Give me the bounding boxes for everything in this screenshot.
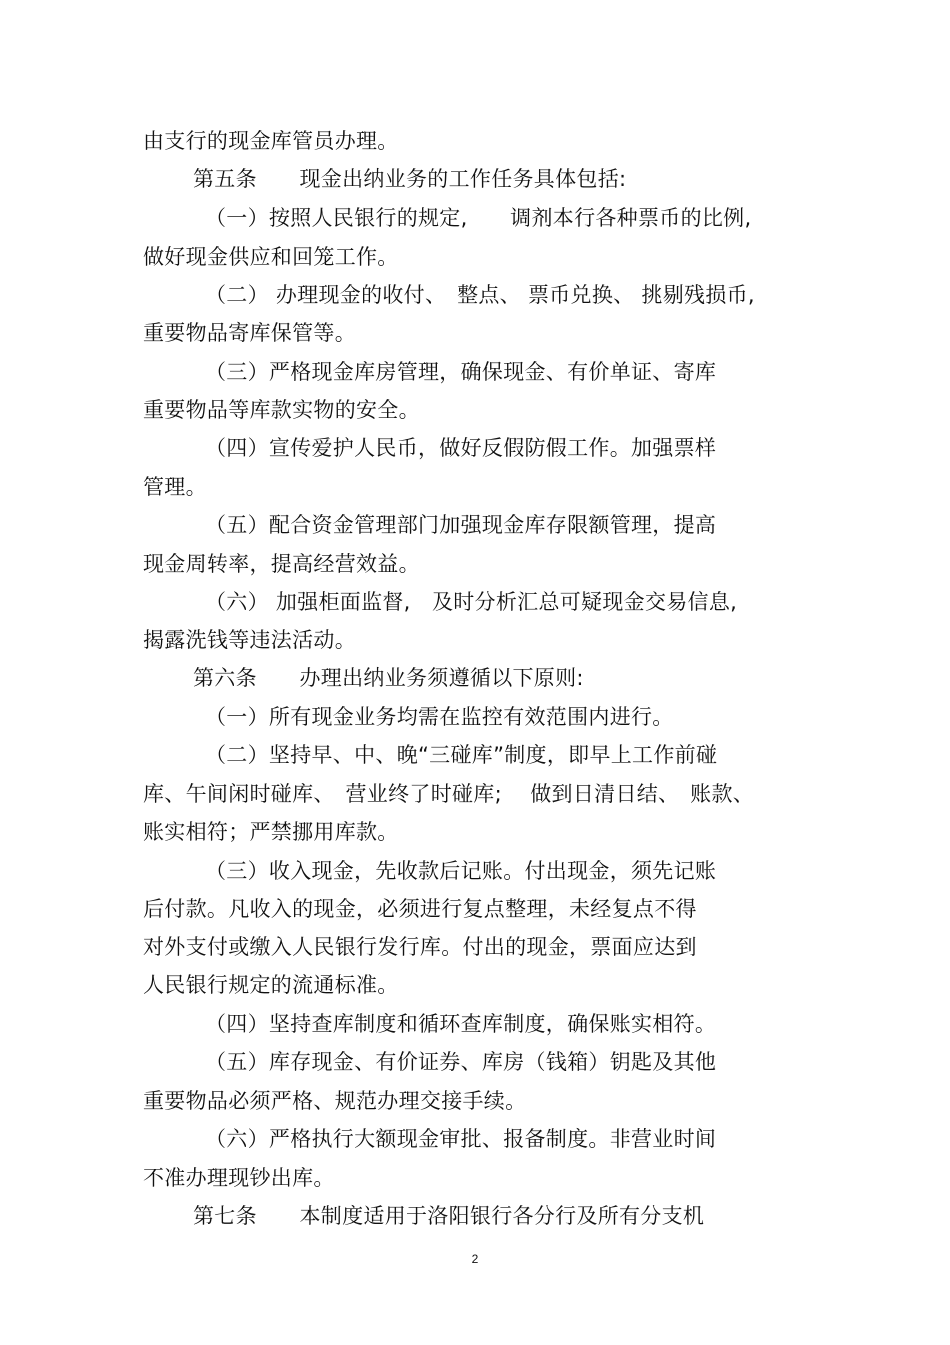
article-5-item-2-cont: 重要物品寄库保管等。 [143,321,356,345]
article-6-item-6-cont: 不准办理现钞出库。 [143,1166,335,1190]
article-5-item-6: （六） 加强柜面监督, 及时分析汇总可疑现金交易信息, [205,590,738,614]
article-6-item-5-cont: 重要物品必须严格、规范办理交接手续。 [143,1089,527,1113]
article-6-item-5: （五）库存现金、有价证券、库房（钱箱）钥匙及其他 [205,1050,717,1074]
body-line-1: 由支行的现金库管员办理。 [143,129,399,153]
article-6-item-3-cont-2: 对外支付或缴入人民银行发行库。付出的现金，票面应达到 [143,935,697,959]
article-6-item-2-cont-2: 账实相符；严禁挪用库款。 [143,820,399,844]
article-5-item-3: （三）严格现金库房管理，确保现金、有价单证、寄库 [205,360,717,384]
article-5-item-4: （四）宣传爱护人民币，做好反假防假工作。加强票样 [205,436,717,460]
article-5-item-6-cont: 揭露洗钱等违法活动。 [143,628,356,652]
article-6-item-4: （四）坚持查库制度和循环查库制度，确保账实相符。 [205,1012,717,1036]
article-6-item-3-cont-1: 后付款。凡收入的现金，必须进行复点整理，未经复点不得 [143,897,697,921]
article-6-item-2-cont-1: 库、午间闲时碰库、 营业终了时碰库; 做到日清日结、 账款、 [143,782,755,806]
article-5-item-1: （一）按照人民银行的规定, 调剂本行各种票币的比例, [205,206,752,230]
article-6-item-6: （六）严格执行大额现金审批、报备制度。非营业时间 [205,1127,717,1151]
article-5-heading: 第五条 现金出纳业务的工作任务具体包括: [193,167,627,191]
article-5-item-5: （五）配合资金管理部门加强现金库存限额管理，提高 [205,513,717,537]
article-6-heading: 第六条 办理出纳业务须遵循以下原则: [193,666,584,690]
article-7-heading: 第七条 本制度适用于洛阳银行各分行及所有分支机 [193,1204,705,1228]
article-5-item-4-cont: 管理。 [143,475,207,499]
article-6-item-3-cont-3: 人民银行规定的流通标准。 [143,973,399,997]
article-5-item-1-cont: 做好现金供应和回笼工作。 [143,245,399,269]
article-6-item-2: （二）坚持早、中、晚“三碰库”制度，即早上工作前碰 [205,743,718,767]
article-6-item-1: （一）所有现金业务均需在监控有效范围内进行。 [205,705,674,729]
page-number: 2 [471,1252,479,1266]
article-5-item-3-cont: 重要物品等库款实物的安全。 [143,398,420,422]
article-6-item-3: （三）收入现金，先收款后记账。付出现金，须先记账 [205,859,717,883]
article-5-item-5-cont: 现金周转率，提高经营效益。 [143,552,420,576]
article-5-item-2: （二） 办理现金的收付、 整点、 票币兑换、 挑剔残损币, [205,283,755,307]
